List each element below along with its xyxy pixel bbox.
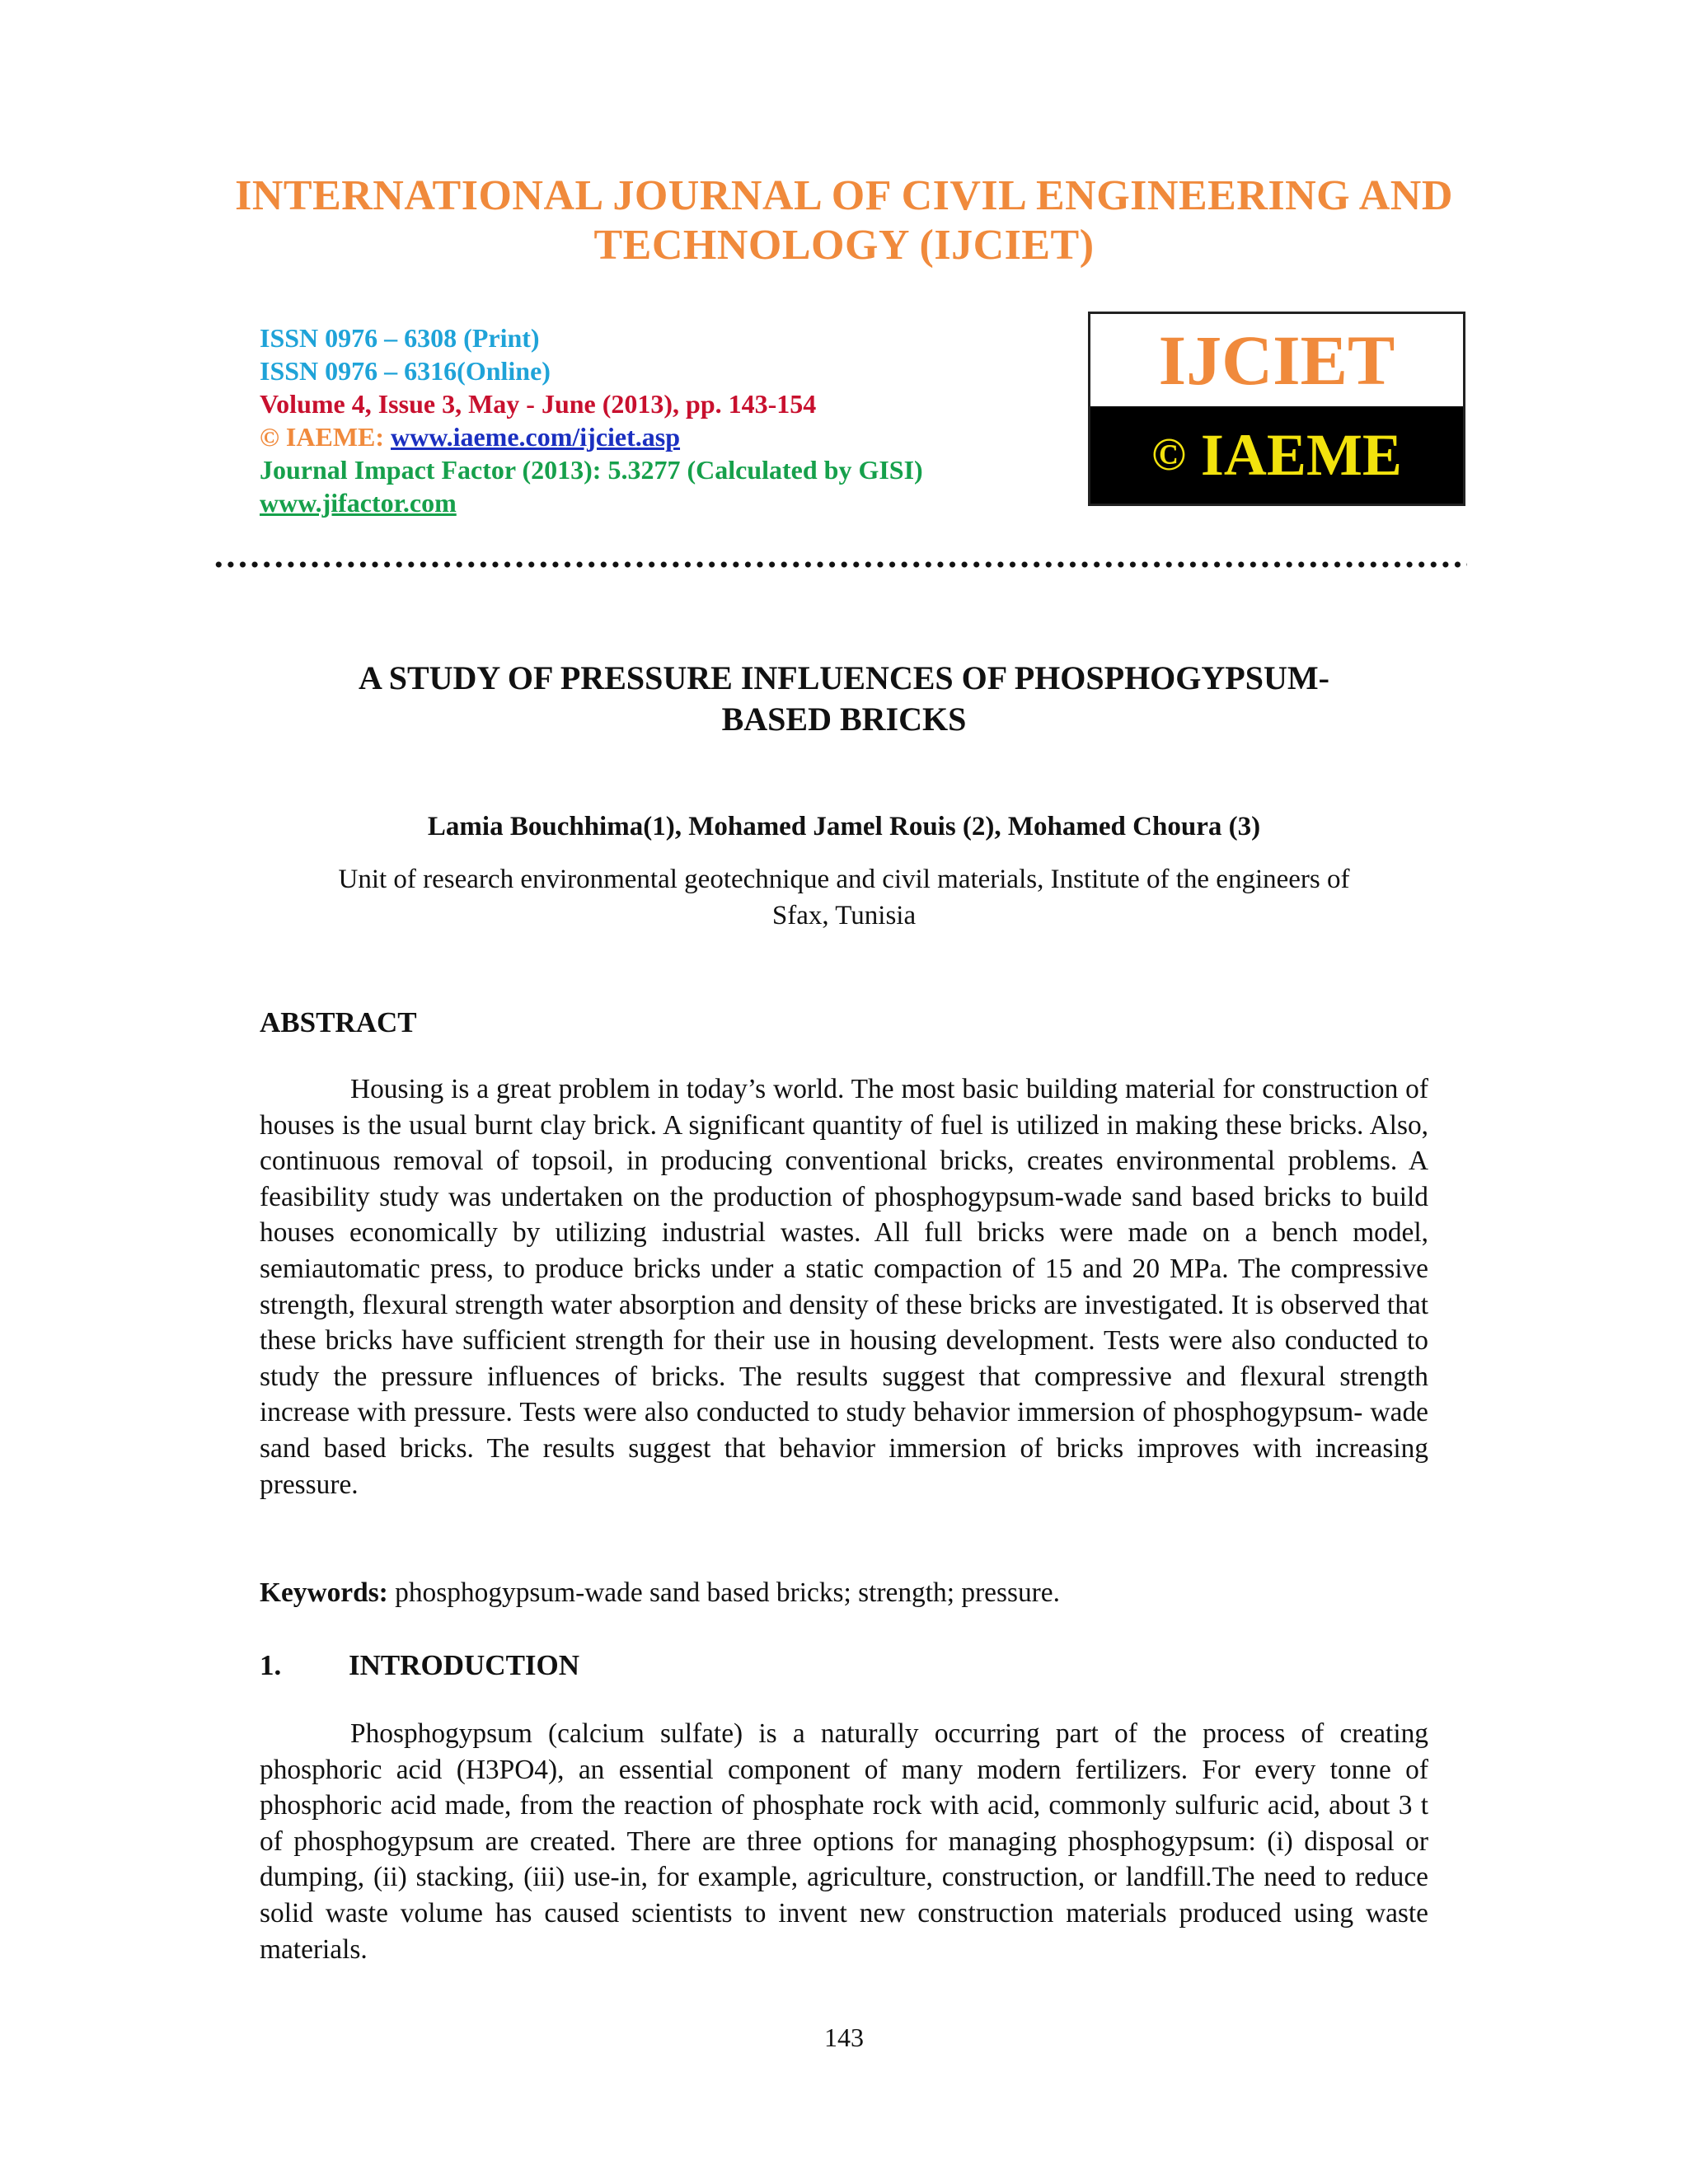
impact-factor: Journal Impact Factor (2013): 5.3277 (Calculated by GISI) bbox=[260, 455, 923, 485]
page-number: 143 bbox=[824, 2022, 864, 2052]
volume-info: Volume 4, Issue 3, May - June (2013), pp. 143-154 bbox=[260, 389, 817, 419]
introduction-heading bbox=[260, 1648, 579, 1683]
journal-title-line1: INTERNATIONAL JOURNAL OF CIVIL ENGINEERING AND bbox=[235, 172, 1453, 219]
issn-print: ISSN 0976 – 6308 (Print) bbox=[260, 323, 540, 353]
iaeme-prefix: © IAEME: bbox=[260, 422, 392, 452]
paper-title-line1: A STUDY OF PRESSURE INFLUENCES OF PHOSPHOGYPSUM- bbox=[359, 659, 1329, 696]
paper-title-line2: BASED BRICKS bbox=[721, 701, 967, 738]
journal-title-line2: TECHNOLOGY (IJCIET) bbox=[593, 222, 1095, 269]
affiliation-line1: Unit of research environmental geotechnique and civil materials, Institute of the engineers of bbox=[338, 865, 1350, 894]
logo-iaeme-banner bbox=[1090, 406, 1463, 504]
logo-iaeme-text: IAEME bbox=[1200, 422, 1402, 488]
introduction-text: Phosphogypsum (calcium sulfate) is a naturally occurring part of the process of creating phosphoric acid (H3PO4), an essential component of many modern fertilizers. For every tonne of phosphoric acid made, from the reaction of phosphate rock with acid, commonly sulfuric acid, about 3 t of phosphogypsum are created. There are three options for managing phosphogypsum: (i) disposal or dumping, (ii) stacking, (iii) use-in, for example, agriculture, construction, or landfill.The need to reduce solid waste volume has caused scientists to invent new construction materials produced using waste materials. bbox=[260, 1718, 1428, 1965]
section-title: INTRODUCTION bbox=[349, 1649, 580, 1681]
paper-title bbox=[247, 658, 1441, 740]
affiliation-line2: Sfax, Tunisia bbox=[771, 901, 917, 930]
issn-online: ISSN 0976 – 6316(Online) bbox=[260, 356, 551, 386]
iaeme-link[interactable]: www.iaeme.com/ijciet.asp bbox=[391, 422, 681, 452]
journal-logo bbox=[1088, 312, 1465, 506]
logo-ijciet-text: IJCIET bbox=[1158, 321, 1395, 400]
jifactor-link[interactable]: www.jifactor.com bbox=[260, 488, 457, 518]
journal-title bbox=[165, 171, 1523, 270]
abstract-heading: ABSTRACT bbox=[260, 1006, 417, 1038]
abstract-text: Housing is a great problem in today’s world. The most basic building material for construction of houses is the usual burnt clay brick. A significant quantity of fuel is utilized in making these bricks. Also, continuous removal of topsoil, in producing conventional bricks, creates environmental problems. A feasibility study was undertaken on the production of phosphogypsum-wade sand based bricks to build houses economically by utilizing industrial wastes. All full bricks were made on a bench model, semiautomatic press, to produce bricks under a static compaction of 15 and 20 MPa. The compressive strength, flexural strength water absorption and density of these bricks are investigated. It is observed that these bricks have sufficient strength for their use in housing development. Tests were also conducted to study the pressure influences of bricks. The results suggest that compressive and flexural strength increase with pressure. Tests were also conducted to study behavior immersion of phosphogypsum- wade sand based bricks. The results suggest that behavior immersion of bricks improves with increasing pressure. bbox=[260, 1074, 1428, 1500]
journal-meta bbox=[260, 321, 923, 519]
keywords-label: Keywords: bbox=[260, 1577, 388, 1608]
copyright-icon: © bbox=[1151, 429, 1186, 480]
keywords bbox=[260, 1576, 1428, 1610]
section-number: 1. bbox=[260, 1649, 282, 1681]
paper-affiliation bbox=[256, 861, 1432, 934]
dotted-divider bbox=[213, 560, 1467, 569]
iaeme-line bbox=[260, 420, 923, 453]
keywords-text: phosphogypsum-wade sand based bricks; strength; pressure. bbox=[387, 1577, 1060, 1608]
paper-authors: Lamia Bouchhima(1), Mohamed Jamel Rouis (2), Mohamed Choura (3) bbox=[427, 812, 1261, 841]
